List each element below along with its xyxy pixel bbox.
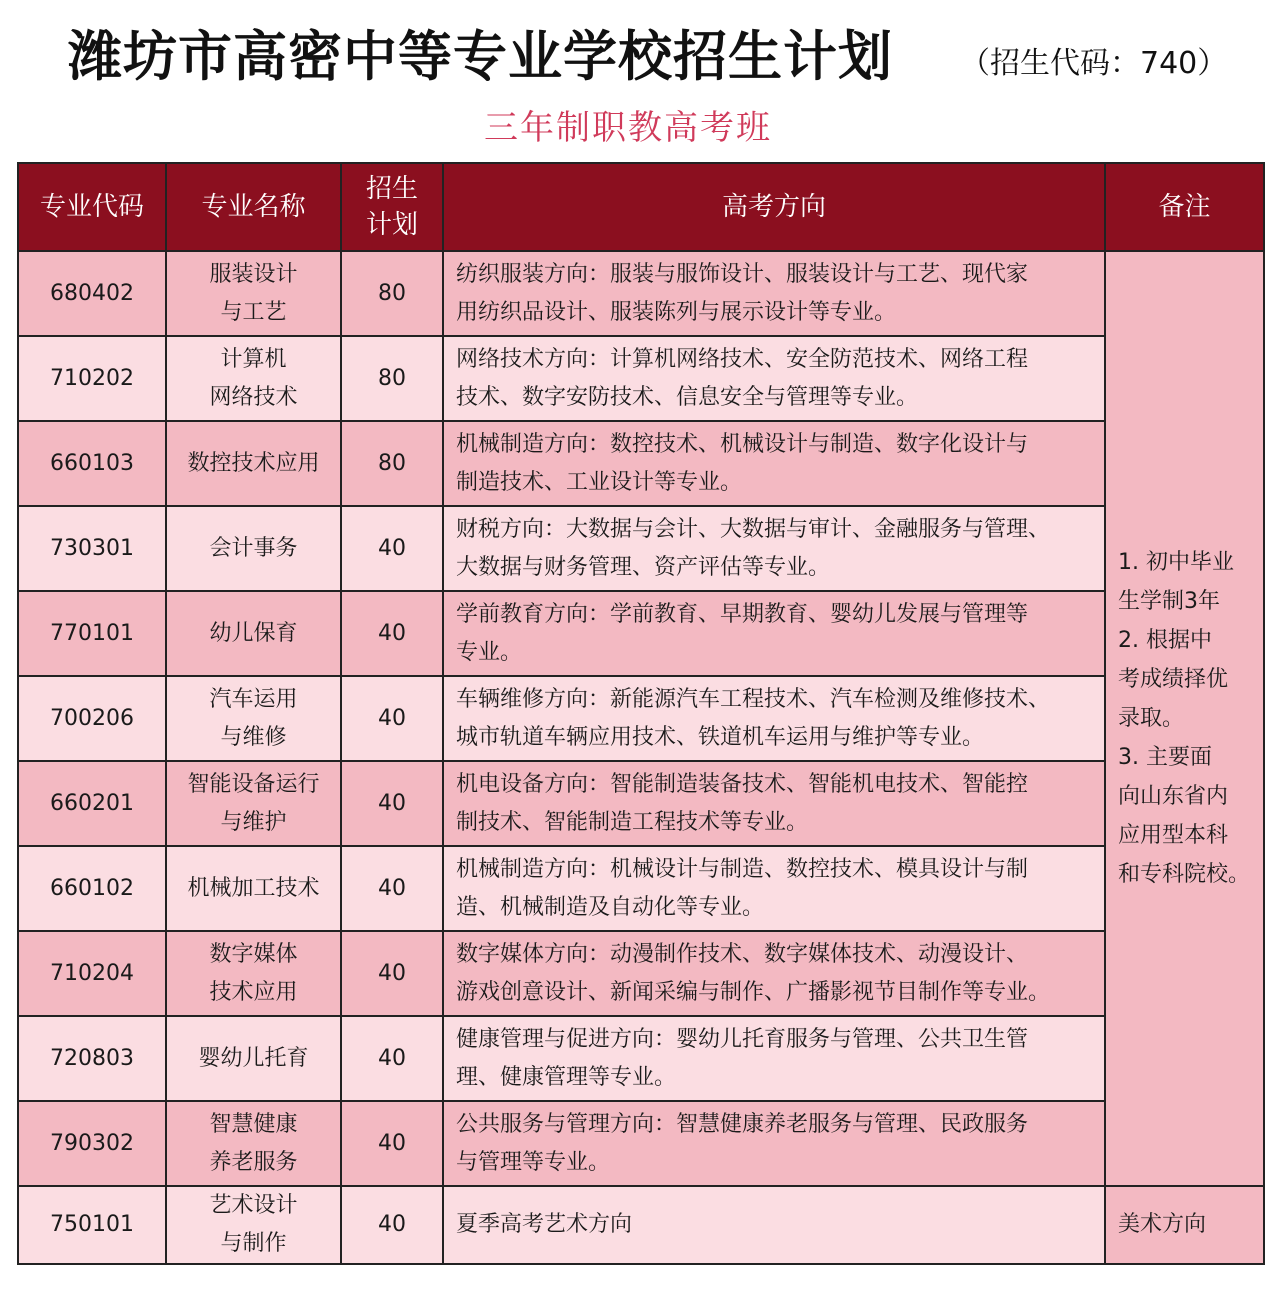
exam-direction-line2: 大数据与财务管理、资产评估等专业。 xyxy=(456,554,831,580)
major-name-line1: 婴幼儿托育 xyxy=(198,1045,309,1071)
column-header-plan-line1: 招生 xyxy=(365,174,418,204)
cell-major-code: 710204 xyxy=(18,931,166,1016)
exam-direction-line2: 专业。 xyxy=(456,639,523,665)
cell-enrollment-plan: 40 xyxy=(341,676,443,761)
major-name-line1: 艺术设计 xyxy=(209,1193,298,1218)
column-header-direction: 高考方向 xyxy=(443,163,1105,251)
cell-enrollment-plan: 40 xyxy=(341,1186,443,1264)
cell-exam-direction xyxy=(443,336,1105,421)
major-name-line2: 养老服务 xyxy=(209,1149,298,1175)
cell-major-name xyxy=(166,1016,341,1101)
table-row xyxy=(18,251,1264,336)
table-row xyxy=(18,506,1264,591)
table-row xyxy=(18,421,1264,506)
major-name-line2: 与工艺 xyxy=(220,299,287,325)
cell-major-name xyxy=(166,931,341,1016)
remarks-line: 向山东省内 xyxy=(1118,784,1229,809)
page-subtitle: 三年制职教高考班 xyxy=(484,108,772,148)
major-name-line2: 网络技术 xyxy=(209,384,298,410)
major-name-line2: 与制作 xyxy=(220,1231,287,1256)
major-name-line2: 与维修 xyxy=(220,724,287,750)
cell-enrollment-plan: 40 xyxy=(341,1101,443,1186)
cell-major-name xyxy=(166,676,341,761)
exam-direction-line1: 车辆维修方向：新能源汽车工程技术、汽车检测及维修技术、 xyxy=(456,686,1051,712)
cell-exam-direction xyxy=(443,421,1105,506)
exam-direction-line2: 游戏创意设计、新闻采编与制作、广播影视节目制作等专业。 xyxy=(456,979,1051,1005)
exam-direction-line2: 理、健康管理等专业。 xyxy=(456,1064,677,1090)
major-name-line2: 与维护 xyxy=(220,809,287,835)
exam-direction-line1: 机械制造方向：机械设计与制造、数控技术、模具设计与制 xyxy=(456,856,1029,882)
cell-exam-direction xyxy=(443,1186,1105,1264)
cell-major-name xyxy=(166,1101,341,1186)
cell-remarks xyxy=(1105,251,1264,1186)
cell-major-code: 660201 xyxy=(18,761,166,846)
cell-major-name xyxy=(166,846,341,931)
cell-major-code: 730301 xyxy=(18,506,166,591)
exam-direction-line1: 夏季高考艺术方向 xyxy=(456,1212,633,1237)
cell-major-name xyxy=(166,506,341,591)
cell-enrollment-plan: 40 xyxy=(341,1016,443,1101)
cell-major-code: 710202 xyxy=(18,336,166,421)
cell-exam-direction xyxy=(443,761,1105,846)
remarks-line: 考成绩择优 xyxy=(1118,667,1229,692)
exam-direction-line1: 机电设备方向：智能制造装备技术、智能机电技术、智能控 xyxy=(456,771,1029,797)
remarks-line: 应用型本科 xyxy=(1118,823,1229,848)
exam-direction-line1: 纺织服装方向：服装与服饰设计、服装设计与工艺、现代家 xyxy=(456,261,1029,287)
cell-major-name xyxy=(166,1186,341,1264)
exam-direction-line1: 网络技术方向：计算机网络技术、安全防范技术、网络工程 xyxy=(456,346,1029,372)
cell-enrollment-plan: 80 xyxy=(341,421,443,506)
cell-enrollment-plan: 40 xyxy=(341,506,443,591)
remarks-line: 3. 主要面 xyxy=(1118,745,1212,770)
cell-major-code: 660103 xyxy=(18,421,166,506)
exam-direction-line2: 技术、数字安防技术、信息安全与管理等专业。 xyxy=(456,384,919,410)
major-name-line1: 汽车运用 xyxy=(209,686,298,712)
cell-major-name xyxy=(166,591,341,676)
enrollment-plan-table xyxy=(17,162,1265,1265)
major-name-line1: 机械加工技术 xyxy=(187,875,320,901)
remarks-line: 2. 根据中 xyxy=(1118,628,1212,653)
table-row xyxy=(18,761,1264,846)
cell-exam-direction xyxy=(443,506,1105,591)
cell-major-name xyxy=(166,761,341,846)
exam-direction-line2: 造、机械制造及自动化等专业。 xyxy=(456,894,765,920)
cell-enrollment-plan: 80 xyxy=(341,251,443,336)
table-row xyxy=(18,591,1264,676)
cell-exam-direction xyxy=(443,846,1105,931)
table-row xyxy=(18,1101,1264,1186)
cell-major-name xyxy=(166,336,341,421)
major-name-line2: 技术应用 xyxy=(209,979,298,1005)
major-name-line1: 数控技术应用 xyxy=(187,450,320,476)
exam-direction-line2: 与管理等专业。 xyxy=(456,1149,611,1175)
exam-direction-line2: 制造技术、工业设计等专业。 xyxy=(456,469,743,495)
cell-remarks-art: 美术方向 xyxy=(1105,1186,1264,1264)
enrollment-code-note: （招生代码：740） xyxy=(960,46,1228,81)
major-name-line1: 数字媒体 xyxy=(209,941,298,967)
cell-major-name xyxy=(166,421,341,506)
cell-exam-direction xyxy=(443,251,1105,336)
table-row xyxy=(18,931,1264,1016)
exam-direction-line1: 财税方向：大数据与会计、大数据与审计、金融服务与管理、 xyxy=(456,516,1051,542)
remarks-line: 和专科院校。 xyxy=(1118,862,1251,887)
remarks-line: 生学制3年 xyxy=(1118,589,1220,614)
cell-exam-direction xyxy=(443,676,1105,761)
exam-direction-line2: 制技术、智能制造工程技术等专业。 xyxy=(456,809,809,835)
major-name-line1: 服装设计 xyxy=(209,261,298,287)
cell-enrollment-plan: 40 xyxy=(341,846,443,931)
column-header-plan-line2: 计划 xyxy=(365,210,418,240)
table-header-row xyxy=(18,163,1264,251)
major-name-line1: 智能设备运行 xyxy=(187,771,320,797)
remarks-line: 1. 初中毕业 xyxy=(1118,550,1234,575)
cell-enrollment-plan: 40 xyxy=(341,591,443,676)
cell-exam-direction xyxy=(443,591,1105,676)
exam-direction-line2: 用纺织品设计、服装陈列与展示设计等专业。 xyxy=(456,299,897,325)
exam-direction-line1: 公共服务与管理方向：智慧健康养老服务与管理、民政服务 xyxy=(456,1111,1029,1137)
cell-major-code: 750101 xyxy=(18,1186,166,1264)
major-name-line1: 计算机 xyxy=(220,346,287,372)
major-name-line1: 会计事务 xyxy=(209,535,298,561)
page-title: 潍坊市高密中等专业学校招生计划 xyxy=(68,25,893,88)
exam-direction-line1: 数字媒体方向：动漫制作技术、数字媒体技术、动漫设计、 xyxy=(456,941,1029,967)
exam-direction-line2: 城市轨道车辆应用技术、铁道机车运用与维护等专业。 xyxy=(456,724,985,750)
cell-major-code: 790302 xyxy=(18,1101,166,1186)
page-header xyxy=(0,0,1280,160)
table-row xyxy=(18,1016,1264,1101)
column-header-plan xyxy=(341,163,443,251)
cell-enrollment-plan: 40 xyxy=(341,931,443,1016)
cell-enrollment-plan: 40 xyxy=(341,761,443,846)
cell-exam-direction xyxy=(443,931,1105,1016)
cell-major-code: 770101 xyxy=(18,591,166,676)
exam-direction-line1: 健康管理与促进方向：婴幼儿托育服务与管理、公共卫生管 xyxy=(456,1026,1029,1052)
cell-enrollment-plan: 80 xyxy=(341,336,443,421)
cell-exam-direction xyxy=(443,1016,1105,1101)
table-row xyxy=(18,1186,1264,1264)
exam-direction-line1: 机械制造方向：数控技术、机械设计与制造、数字化设计与 xyxy=(456,431,1029,457)
column-header-remarks: 备注 xyxy=(1105,163,1264,251)
cell-major-code: 660102 xyxy=(18,846,166,931)
table-row xyxy=(18,846,1264,931)
cell-major-code: 700206 xyxy=(18,676,166,761)
remarks-line: 录取。 xyxy=(1118,706,1185,731)
cell-major-code: 720803 xyxy=(18,1016,166,1101)
cell-exam-direction xyxy=(443,1101,1105,1186)
table-row xyxy=(18,336,1264,421)
column-header-name: 专业名称 xyxy=(166,163,341,251)
column-header-code: 专业代码 xyxy=(18,163,166,251)
table-row xyxy=(18,676,1264,761)
major-name-line1: 智慧健康 xyxy=(209,1111,298,1137)
major-name-line1: 幼儿保育 xyxy=(209,620,298,646)
cell-major-name xyxy=(166,251,341,336)
exam-direction-line1: 学前教育方向：学前教育、早期教育、婴幼儿发展与管理等 xyxy=(456,601,1029,627)
cell-major-code: 680402 xyxy=(18,251,166,336)
